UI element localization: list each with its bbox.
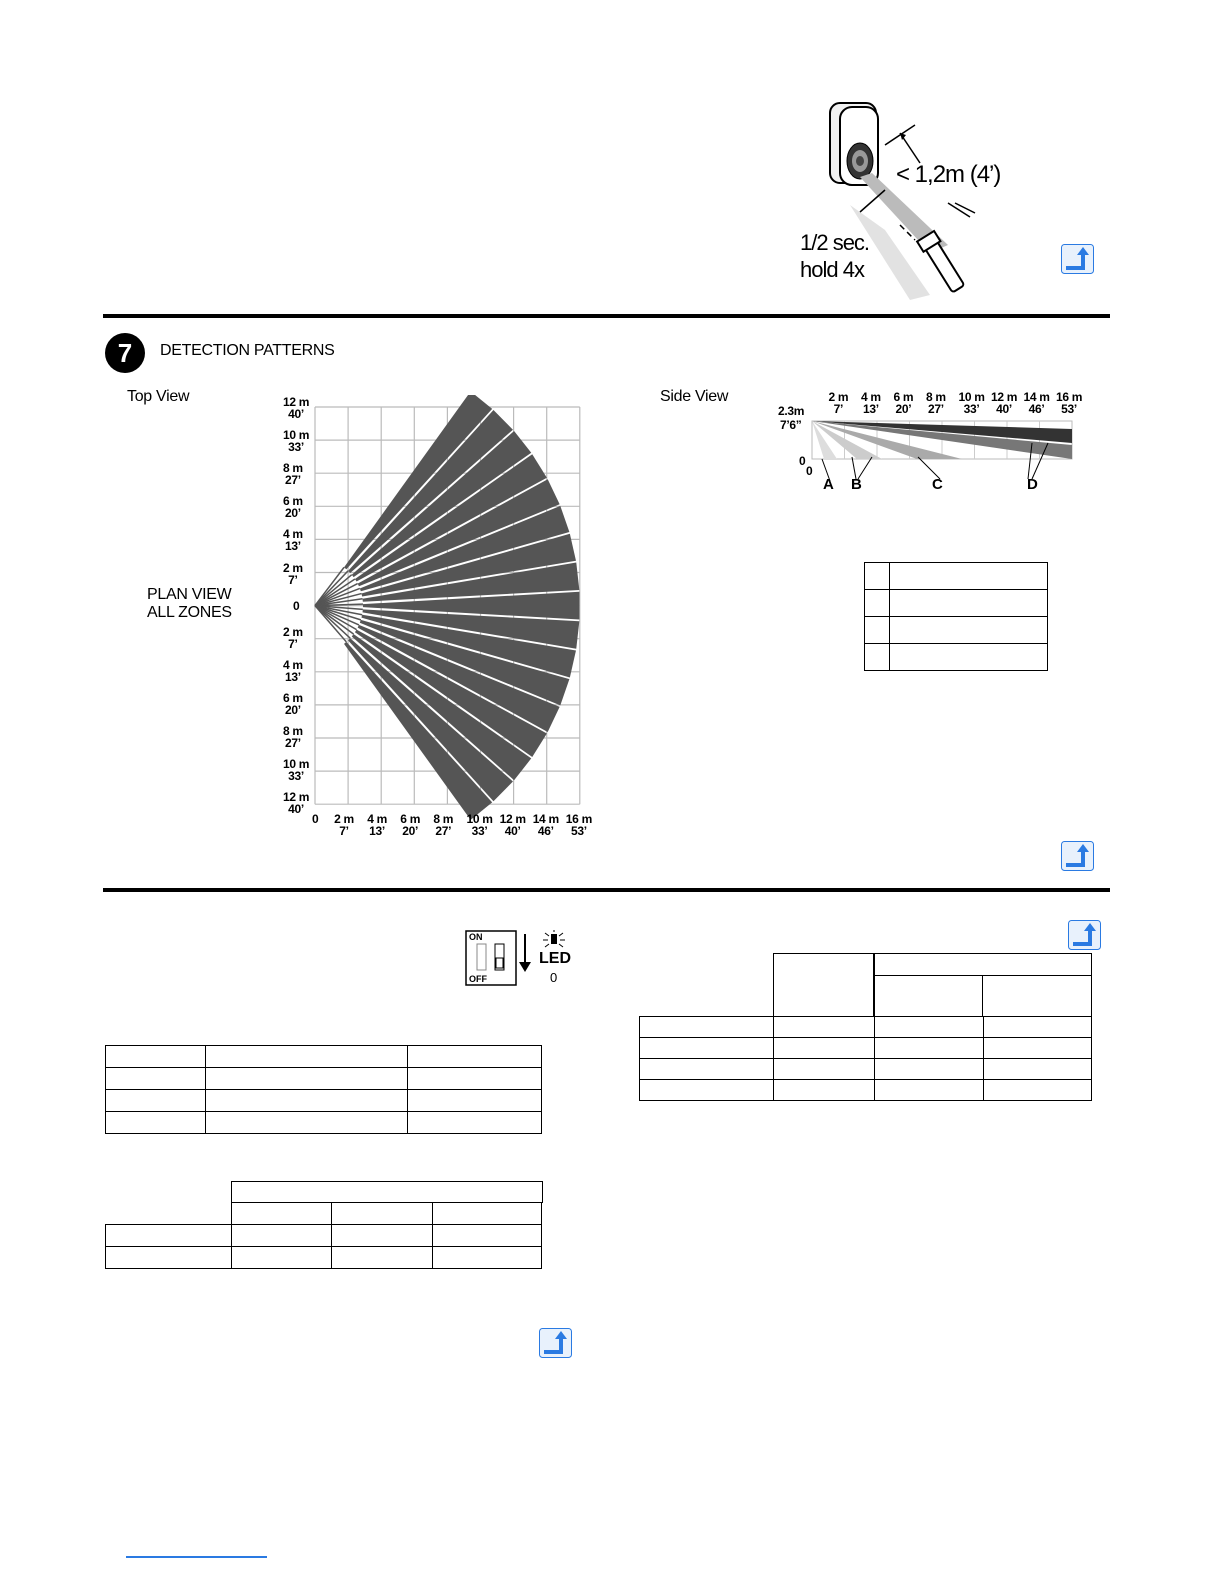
y-axis-zero: 0 xyxy=(293,598,300,613)
settings-table-2 xyxy=(105,1181,542,1269)
zone-letter: B xyxy=(851,476,862,493)
axis-label-metric: 14 m xyxy=(1023,390,1050,404)
axis-label-feet: 33’ xyxy=(288,440,304,455)
y-axis-label xyxy=(283,758,309,782)
axis-label-metric: 14 m xyxy=(532,812,559,826)
table-row xyxy=(640,1038,1092,1059)
y-axis-label xyxy=(283,396,309,420)
axis-label-metric: 8 m xyxy=(926,390,946,404)
axis-label-feet: 40’ xyxy=(504,824,521,838)
side-height-m: 2.3m xyxy=(778,404,805,418)
x-axis-label xyxy=(566,813,592,837)
table-row xyxy=(865,590,1048,617)
y-axis-label xyxy=(283,495,303,519)
side-view-heading: Side View xyxy=(660,388,729,405)
axis-label-metric: 16 m xyxy=(565,812,592,826)
footer-link[interactable] xyxy=(126,1556,267,1558)
table-row xyxy=(640,1017,1092,1038)
axis-label-feet: 20’ xyxy=(284,506,301,521)
axis-label-metric: 2 m xyxy=(283,560,303,575)
table-row xyxy=(640,1080,1092,1101)
return-arrow-icon xyxy=(1061,841,1094,871)
axis-label-feet: 27’ xyxy=(284,736,301,750)
axis-label-feet: 33’ xyxy=(963,402,980,416)
axis-label-metric: 6 m xyxy=(283,494,303,509)
axis-label-feet: 13’ xyxy=(862,402,879,416)
axis-label-metric: 12 m xyxy=(283,395,310,409)
return-arrow-button[interactable] xyxy=(539,1328,572,1358)
dip-on-label: ON xyxy=(469,932,483,942)
section-number-badge: 7 xyxy=(105,333,145,373)
axis-label-feet: 20’ xyxy=(402,824,419,838)
x-axis-label xyxy=(400,813,420,837)
x-axis-label xyxy=(467,813,493,837)
axis-label-metric: 10 m xyxy=(466,812,493,826)
return-arrow-button[interactable] xyxy=(1068,920,1101,950)
axis-label-metric: 2 m xyxy=(283,624,303,639)
x-axis-label xyxy=(334,813,354,837)
settings-table-1 xyxy=(105,1045,542,1134)
walk-test-illustration xyxy=(790,95,1040,305)
return-arrow-button[interactable] xyxy=(1061,841,1094,871)
settings-table-3 xyxy=(639,953,1092,1108)
axis-label-metric: 10 m xyxy=(958,390,985,404)
axis-label-feet: 13’ xyxy=(284,539,301,554)
axis-label-feet: 7’ xyxy=(288,572,298,587)
axis-label-feet: 33’ xyxy=(471,824,488,838)
axis-label-feet: 46’ xyxy=(537,824,554,838)
axis-label-feet: 53’ xyxy=(1061,402,1077,416)
dip-switch-illustration xyxy=(465,930,585,990)
axis-label-feet: 7’ xyxy=(288,636,298,651)
axis-label-feet: 33’ xyxy=(288,769,304,784)
side-x-axis-label xyxy=(1024,391,1050,415)
axis-label-metric: 12 m xyxy=(499,812,526,826)
y-axis-label xyxy=(283,725,303,749)
section-divider-bottom xyxy=(103,888,1110,892)
table-row xyxy=(106,1112,542,1134)
table-row xyxy=(640,1059,1092,1080)
axis-label-feet: 40’ xyxy=(996,402,1012,416)
y-axis-label xyxy=(283,528,303,552)
axis-label-metric: 4 m xyxy=(367,812,387,826)
side-x-axis-label xyxy=(926,391,946,415)
axis-label-feet: 27’ xyxy=(435,824,452,838)
axis-label-metric: 2 m xyxy=(828,390,849,404)
table-row xyxy=(865,563,1048,590)
table-row xyxy=(106,1203,542,1225)
axis-label-metric: 8 m xyxy=(433,812,454,826)
axis-label-feet: 27’ xyxy=(284,473,301,488)
side-x-axis-label xyxy=(1056,391,1082,415)
axis-label-metric: 2 m xyxy=(334,812,354,826)
top-view-detection-pattern xyxy=(280,395,600,845)
table-row xyxy=(106,1046,542,1068)
axis-label-feet: 7’ xyxy=(833,402,844,416)
axis-label-metric: 6 m xyxy=(283,690,303,705)
led-label: LED xyxy=(539,950,571,967)
axis-label-metric: 4 m xyxy=(283,657,303,672)
return-arrow-icon xyxy=(539,1328,572,1358)
led-icon xyxy=(543,930,565,947)
axis-label-metric: 8 m xyxy=(283,724,303,738)
y-axis-label xyxy=(283,626,303,650)
y-axis-label xyxy=(283,429,309,453)
y-axis-label xyxy=(283,791,309,815)
axis-label-feet: 20’ xyxy=(284,702,301,717)
axis-label-feet: 40’ xyxy=(288,802,304,817)
axis-label-feet: 46’ xyxy=(1028,402,1045,416)
timing-label-line1: 1/2 sec. xyxy=(800,230,870,255)
x-axis-label xyxy=(500,813,526,837)
side-x-axis-label xyxy=(829,391,849,415)
table-row xyxy=(865,617,1048,644)
return-arrow-button[interactable] xyxy=(1061,244,1094,274)
axis-label-metric: 6 m xyxy=(400,812,421,826)
zone-table xyxy=(864,562,1048,671)
axis-label-feet: 13’ xyxy=(369,824,385,838)
zone-letter: D xyxy=(1027,476,1038,493)
side-zero-b: 0 xyxy=(806,464,813,478)
axis-label-feet: 40’ xyxy=(288,407,304,421)
axis-label-feet: 7’ xyxy=(339,824,349,838)
x-axis-label xyxy=(533,813,559,837)
section-divider-top xyxy=(103,314,1110,318)
axis-label-feet: 13’ xyxy=(284,669,301,684)
side-zero-a: 0 xyxy=(799,454,806,468)
side-x-axis-label xyxy=(959,391,985,415)
axis-label-metric: 16 m xyxy=(1056,390,1083,404)
plan-view-label-line2: ALL ZONES xyxy=(147,604,232,621)
dip-off-label: OFF xyxy=(469,974,487,984)
axis-label-metric: 8 m xyxy=(283,461,303,476)
led-value: 0 xyxy=(550,970,558,985)
side-x-axis-label xyxy=(861,391,881,415)
y-axis-label xyxy=(283,562,303,586)
y-axis-label xyxy=(283,692,303,716)
detection-beam-origin xyxy=(315,571,348,606)
axis-label-metric: 4 m xyxy=(283,527,303,542)
zone-letter: A xyxy=(823,476,834,493)
table-row xyxy=(106,1246,542,1268)
zone-letter: C xyxy=(932,476,943,493)
axis-label-metric: 10 m xyxy=(283,428,310,443)
return-arrow-icon xyxy=(1061,244,1094,274)
table-row xyxy=(106,1224,542,1246)
x-axis-zero: 0 xyxy=(312,812,319,826)
axis-label-metric: 12 m xyxy=(991,390,1018,404)
axis-label-feet: 27’ xyxy=(927,402,944,416)
table-row xyxy=(106,1090,542,1112)
top-view-heading: Top View xyxy=(127,388,190,405)
x-axis-label xyxy=(433,813,453,837)
y-axis-label xyxy=(283,659,303,683)
side-x-axis-label xyxy=(991,391,1017,415)
y-axis-label xyxy=(283,462,303,486)
axis-label-feet: 20’ xyxy=(895,402,912,416)
timing-label-line2: hold 4x xyxy=(800,257,864,282)
table-row xyxy=(106,1068,542,1090)
section-title: DETECTION PATTERNS xyxy=(160,342,335,359)
table-row xyxy=(865,644,1048,671)
distance-label: < 1,2m (4’) xyxy=(896,161,1001,188)
axis-label-metric: 6 m xyxy=(893,390,914,404)
side-x-axis-label xyxy=(894,391,914,415)
axis-label-metric: 4 m xyxy=(861,390,881,404)
return-arrow-icon xyxy=(1068,920,1101,950)
plan-view-label-line1: PLAN VIEW xyxy=(147,586,232,603)
axis-label-metric: 12 m xyxy=(283,790,310,805)
axis-label-feet: 53’ xyxy=(570,824,587,838)
side-height-ft: 7’6” xyxy=(780,418,802,432)
x-axis-label xyxy=(367,813,387,837)
axis-label-metric: 10 m xyxy=(283,757,310,772)
